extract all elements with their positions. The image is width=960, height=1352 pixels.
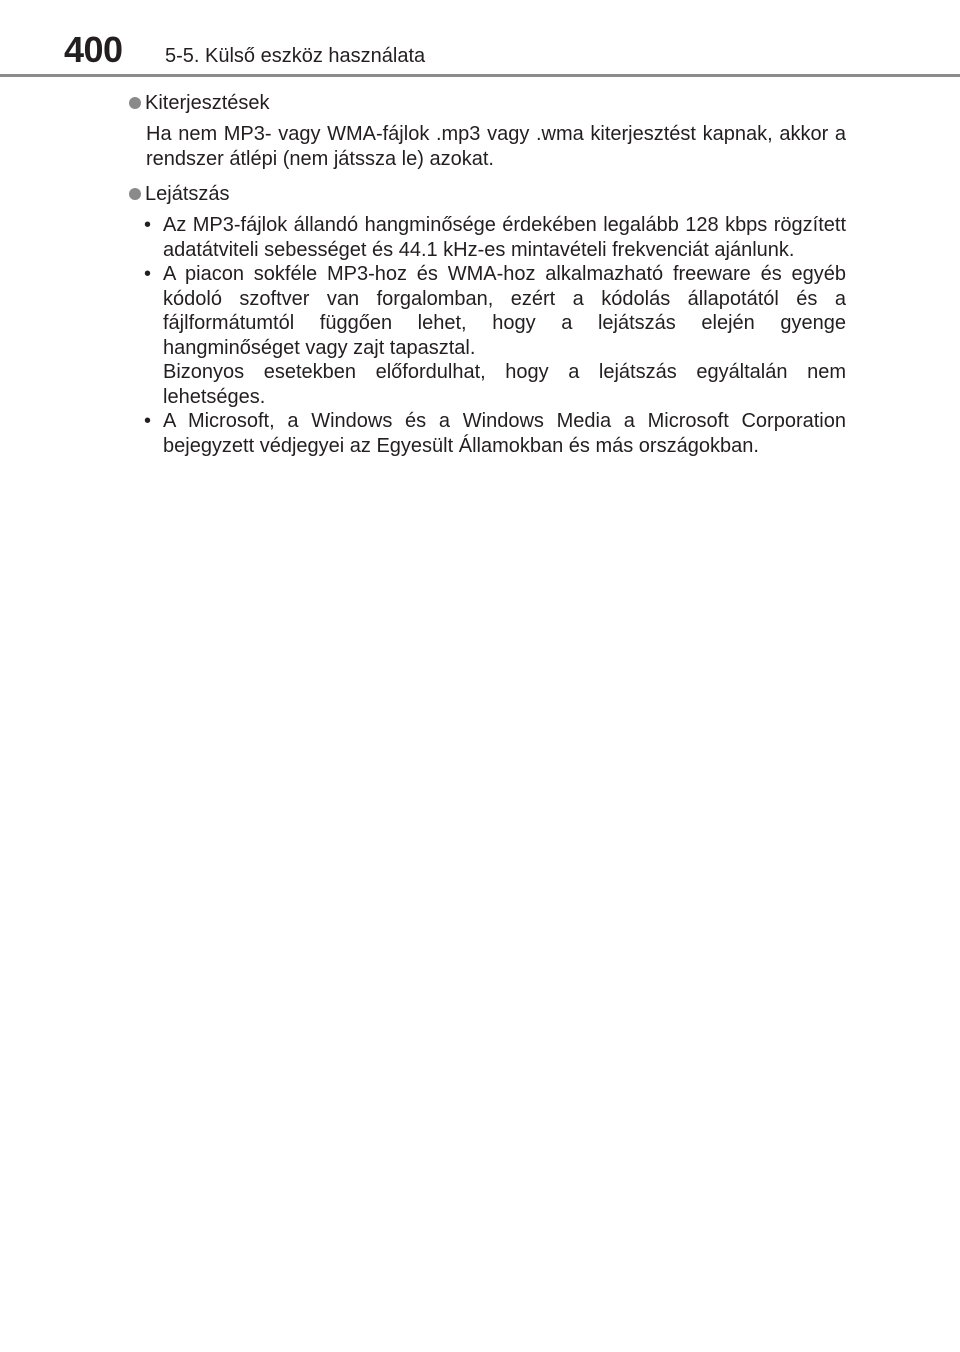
list-item-text: A piacon sokféle MP3-hoz és WMA-hoz alkalmazható freeware és egyéb kódoló szoftver van forgalomban, ezért a kódolás állapotától és a fájlformátumtól függően lehet, hogy a lejátszás elején gyenge hangminőséget vagy zajt tapasztal. — [163, 263, 846, 359]
list-item — [128, 262, 846, 409]
section-heading — [128, 181, 846, 207]
bullet-icon: • — [144, 214, 152, 236]
page-number: 400 — [64, 29, 123, 70]
list-item-text: Az MP3-fájlok állandó hangminősége érdekében legalább 128 kbps rögzített adatátviteli sebességet és 44.1 kHz-es mintavételi frekvenciát ajánlunk. — [163, 214, 846, 261]
circle-bullet-icon — [129, 97, 141, 109]
list-item-text: Bizonyos esetekben előfordulhat, hogy a lejátszás egyáltalán nem lehetséges. — [163, 361, 846, 408]
circle-bullet-icon — [129, 188, 141, 200]
section-title: 5-5. Külső eszköz használata — [165, 45, 426, 67]
header-divider — [0, 74, 960, 77]
list-item-text: A Microsoft, a Windows és a Windows Media a Microsoft Corporation bejegyzett védjegyei az Egyesült Államokban és más országokban. — [163, 410, 846, 457]
bullet-icon: • — [144, 263, 152, 285]
section-lejatszas — [128, 181, 846, 458]
list-item — [128, 409, 846, 458]
list-item — [128, 213, 846, 262]
bullet-list — [128, 213, 846, 458]
page-header — [0, 0, 960, 80]
page-content — [128, 90, 846, 458]
bullet-icon: • — [144, 410, 152, 432]
heading-text: Lejátszás — [145, 182, 230, 205]
section-paragraph: Ha nem MP3- vagy WMA-fájlok .mp3 vagy .wma kiterjesztést kapnak, akkor a rendszer átlépi (nem játssza le) azokat. — [146, 123, 846, 170]
heading-text: Kiterjesztések — [145, 91, 270, 114]
section-kiterjesztesek — [128, 90, 846, 171]
section-heading — [128, 90, 846, 116]
